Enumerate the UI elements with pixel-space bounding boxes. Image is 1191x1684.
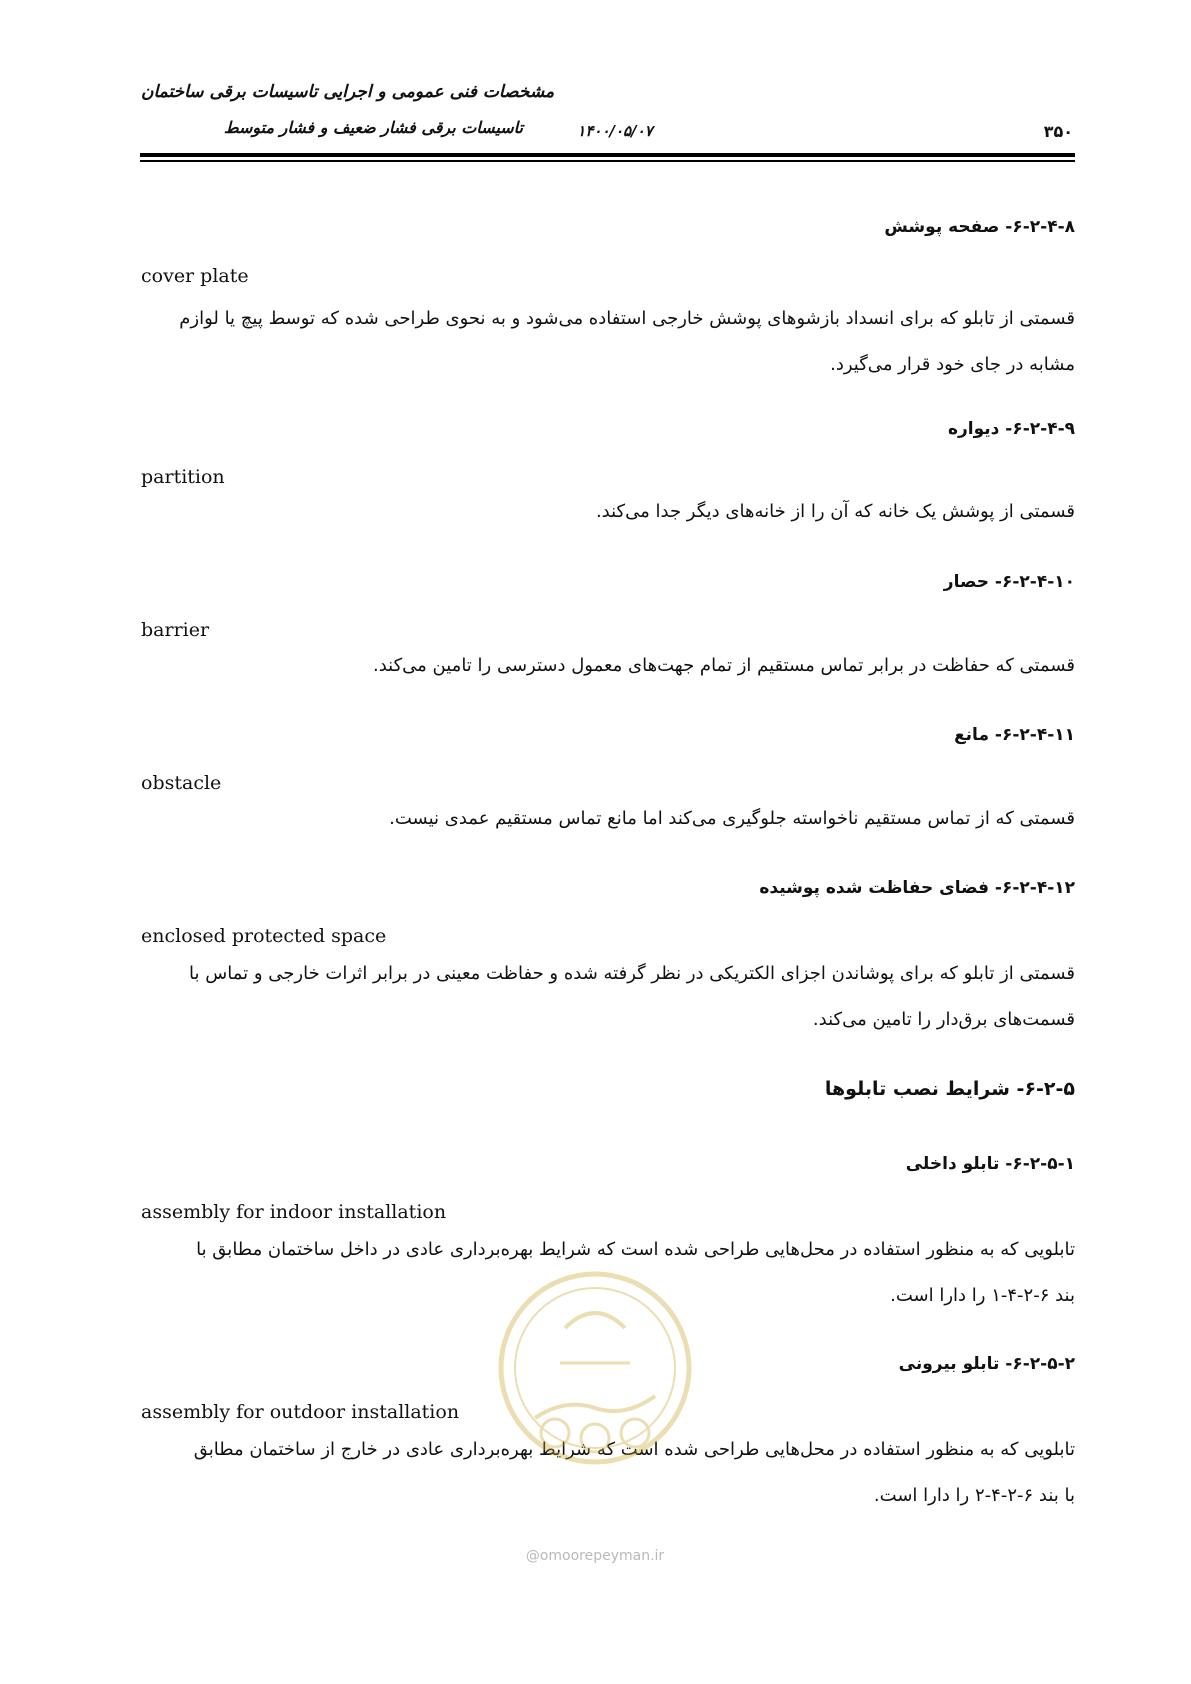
section-heading: ۶-۲-۵-۱- تابلو داخلی — [905, 1154, 1075, 1174]
section-heading: ۶-۲-۵-۲- تابلو بیرونی — [898, 1354, 1075, 1374]
paragraph-line: تابلویی که به منظور استفاده در محل‌هایی طراحی شده است که شرایط بهره‌برداری عادی در خارج از ساختمان مطابق — [193, 1439, 1075, 1460]
section-heading: ۶-۲-۴-۹- دیواره — [947, 419, 1075, 439]
watermark-url: @omoorepeyman.ir — [525, 1548, 665, 1564]
header-rule-thin — [140, 160, 1075, 162]
paragraph-line: قسمتی از تابلو که برای انسداد بازشوهای پوشش خارجی استفاده می‌شود و به نحوی طراحی شده که توسط پیچ یا لوازم — [179, 308, 1075, 329]
header-title: مشخصات فنی عمومی و اجرایی تاسیسات برقی ساختمان — [141, 82, 555, 102]
paragraph-line: قسمتی که از تماس مستقیم ناخواسته جلوگیری می‌کند اما مانع تماس مستقیم عمدی نیست. — [389, 808, 1075, 829]
paragraph-line: قسمتی از تابلو که برای پوشاندن اجزای الکتریکی در نظر گرفته شده و حفاظت معینی در برابر اثرات خارجی و تماس با — [189, 963, 1075, 984]
paragraph-line: با بند ۶-۲-۴-۲ را دارا است. — [873, 1485, 1075, 1506]
paragraph-line: تابلویی که به منظور استفاده در محل‌هایی طراحی شده است که شرایط بهره‌برداری عادی در داخل ساختمان مطابق با — [196, 1239, 1075, 1260]
english-term: cover plate — [141, 265, 249, 287]
paragraph-line: مشابه در جای خود قرار می‌گیرد. — [830, 354, 1075, 375]
watermark-logo — [495, 1268, 695, 1468]
section-heading: ۶-۲-۴-۱۱- مانع — [954, 725, 1075, 745]
section-heading: ۶-۲-۵- شرایط نصب تابلوها — [824, 1078, 1075, 1100]
english-term: barrier — [141, 619, 210, 641]
paragraph-line: قسمت‌های برق‌دار را تامین می‌کند. — [812, 1009, 1075, 1030]
page-number: ۳۵۰ — [1043, 122, 1073, 141]
paragraph-line: قسمتی از پوشش یک خانه که آن را از خانه‌های دیگر جدا می‌کند. — [595, 501, 1075, 522]
header-date: ۱۴۰۰/۰۵/۰۷ — [577, 122, 653, 140]
english-term: obstacle — [141, 772, 222, 794]
paragraph-line: بند ۶-۲-۴-۱ را دارا است. — [890, 1285, 1075, 1306]
english-term: partition — [141, 466, 225, 488]
section-heading: ۶-۲-۴-۱۰- حصار — [943, 572, 1075, 592]
section-heading: ۶-۲-۴-۸- صفحه پوشش — [884, 217, 1075, 237]
header-subtitle: تاسیسات برقی فشار ضعیف و فشار متوسط — [223, 118, 523, 137]
english-term: assembly for outdoor installation — [141, 1401, 460, 1423]
english-term: assembly for indoor installation — [141, 1201, 447, 1223]
header-rule-thick — [140, 153, 1075, 157]
section-heading: ۶-۲-۴-۱۲- فضای حفاظت شده پوشیده — [759, 878, 1075, 898]
english-term: enclosed protected space — [141, 925, 387, 947]
paragraph-line: قسمتی که حفاظت در برابر تماس مستقیم از تمام جهت‌های معمول دسترسی را تامین می‌کند. — [373, 655, 1075, 676]
